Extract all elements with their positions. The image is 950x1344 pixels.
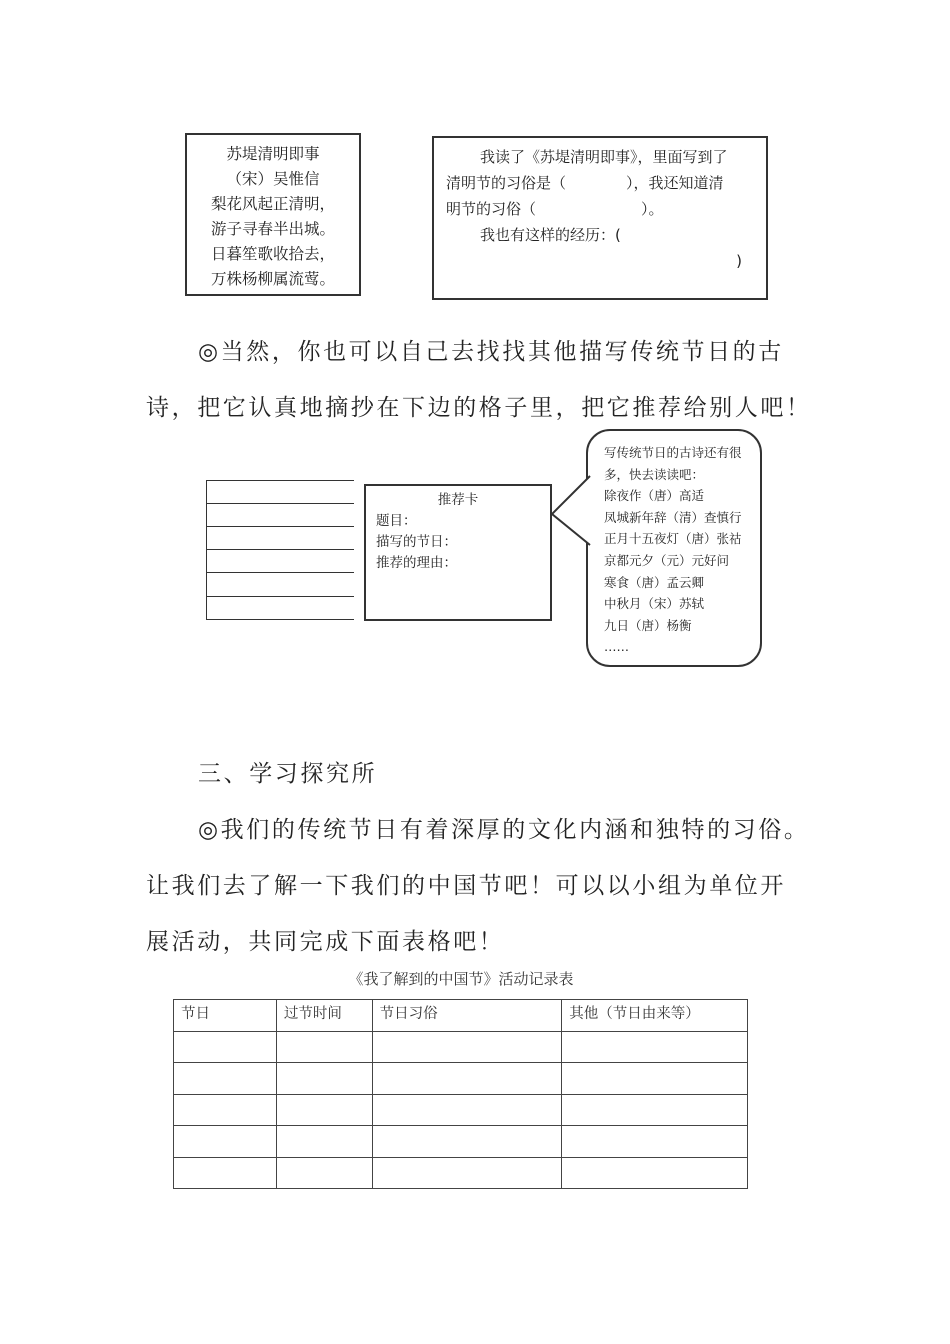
table-cell[interactable] bbox=[174, 1063, 277, 1095]
table-cell[interactable] bbox=[174, 1157, 277, 1189]
card-field-festival[interactable]: 描写的节日： bbox=[376, 534, 457, 550]
table-row bbox=[174, 1094, 748, 1126]
card-field-reason[interactable]: 推荐的理由： bbox=[376, 555, 457, 571]
paragraph-line: ◎当然，你也可以自己去找找其他描写传统节日的古 bbox=[198, 339, 784, 365]
table-cell[interactable] bbox=[276, 1031, 372, 1063]
card-title: 推荐卡 bbox=[437, 492, 479, 508]
poem-line: 游子寻春半出城。 bbox=[210, 220, 335, 238]
table-cell[interactable] bbox=[562, 1031, 748, 1063]
table-cell[interactable] bbox=[562, 1094, 748, 1126]
section-heading: 三、学习探究所 bbox=[198, 761, 378, 787]
activity-record-table bbox=[173, 999, 748, 1189]
table-cell[interactable] bbox=[174, 1126, 277, 1158]
poem-line: 梨花风起正清明， bbox=[210, 195, 335, 213]
bubble-line: 九日（唐）杨衡 bbox=[604, 617, 692, 633]
paragraph-line: 展活动，共同完成下面表格吧！ bbox=[146, 929, 505, 955]
bubble-line: 凤城新年辞（清）查慎行 bbox=[604, 509, 742, 525]
table-row bbox=[174, 1157, 748, 1189]
table-cell[interactable] bbox=[562, 1126, 748, 1158]
table-cell[interactable] bbox=[562, 1157, 748, 1189]
paragraph-line: 诗，把它认真地摘抄在下边的格子里，把它推荐给别人吧！ bbox=[146, 395, 812, 421]
column-header: 其他（节日由来等） bbox=[562, 1000, 748, 1032]
table-cell[interactable] bbox=[372, 1031, 562, 1063]
table-cell[interactable] bbox=[276, 1094, 372, 1126]
column-header: 过节时间 bbox=[276, 1000, 372, 1032]
paragraph-line: 让我们去了解一下我们的中国节吧！可以以小组为单位开 bbox=[146, 873, 786, 899]
poem-title: 苏堤清明即事 bbox=[226, 145, 320, 163]
table-row bbox=[174, 1063, 748, 1095]
bubble-line: 多，快去读读吧： bbox=[604, 466, 705, 482]
table-cell[interactable] bbox=[372, 1126, 562, 1158]
bubble-line: 中秋月（宋）苏轼 bbox=[604, 596, 705, 612]
table-cell[interactable] bbox=[174, 1031, 277, 1063]
paragraph-line: ◎我们的传统节日有着深厚的文化内涵和独特的习俗。 bbox=[198, 817, 810, 843]
reading-line: ) bbox=[736, 252, 742, 270]
poem-author: （宋）吴惟信 bbox=[226, 170, 320, 188]
bubble-line: …… bbox=[604, 639, 629, 655]
bubble-line: 京都元夕（元）元好问 bbox=[604, 552, 730, 568]
section-3 bbox=[146, 746, 836, 970]
table-title: 《我了解到的中国节》活动记录表 bbox=[348, 970, 574, 988]
table-row bbox=[174, 1031, 748, 1063]
table-cell[interactable] bbox=[276, 1126, 372, 1158]
table-cell[interactable] bbox=[276, 1157, 372, 1189]
bubble-line: 正月十五夜灯（唐）张祜 bbox=[604, 531, 742, 547]
table-cell[interactable] bbox=[372, 1063, 562, 1095]
reading-line: 明节的习俗（ ）。 bbox=[446, 200, 664, 218]
reading-line: 清明节的习俗是（ ），我还知道清 bbox=[446, 174, 724, 192]
bubble-line: 寒食（唐）孟云卿 bbox=[604, 574, 705, 590]
column-header: 节日习俗 bbox=[372, 1000, 562, 1032]
table-header-row bbox=[174, 1000, 748, 1032]
table-cell[interactable] bbox=[562, 1063, 748, 1095]
bubble-line: 写传统节日的古诗还有很 bbox=[604, 445, 742, 460]
table-cell[interactable] bbox=[276, 1063, 372, 1095]
bubble-line: 除夜作（唐）高适 bbox=[604, 488, 705, 504]
table-cell[interactable] bbox=[372, 1157, 562, 1189]
table-cell[interactable] bbox=[174, 1094, 277, 1126]
column-header: 节日 bbox=[174, 1000, 277, 1032]
card-field-title[interactable]: 题目： bbox=[376, 513, 417, 529]
reading-line: 我也有这样的经历：( bbox=[480, 226, 621, 244]
table-row bbox=[174, 1126, 748, 1158]
poem-line: 万株杨柳属流莺。 bbox=[210, 270, 335, 288]
table-cell[interactable] bbox=[372, 1094, 562, 1126]
reading-line: 我读了《苏堤清明即事》，里面写到了 bbox=[480, 148, 728, 166]
poem-line: 日暮笙歌收拾去， bbox=[210, 245, 335, 263]
